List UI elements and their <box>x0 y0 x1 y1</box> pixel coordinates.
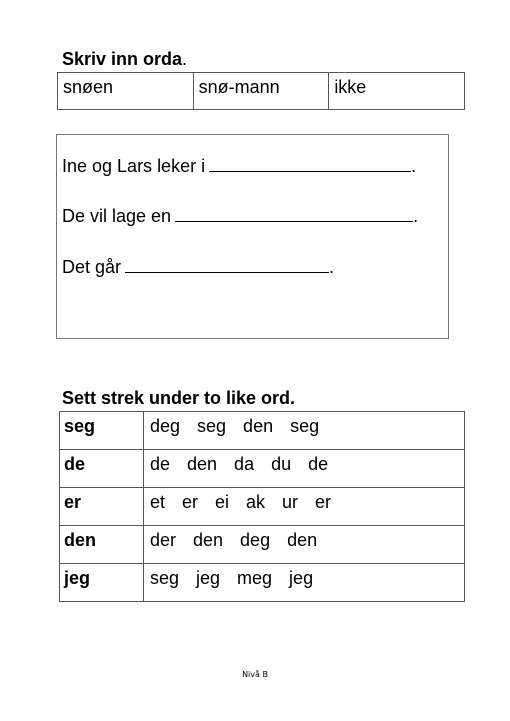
sentence-3 <box>62 256 334 278</box>
table-row <box>60 526 465 564</box>
section-heading-fill-in <box>62 49 187 70</box>
target-word: de <box>60 450 144 488</box>
answer-blank[interactable] <box>175 205 413 222</box>
sentence-end: . <box>329 257 335 277</box>
sentence-end: . <box>413 206 419 226</box>
target-word: jeg <box>60 564 144 602</box>
page-footer: Nivå B <box>242 670 268 679</box>
word-choices[interactable]: deg seg den seg <box>144 412 465 450</box>
word-bank-table <box>57 72 465 110</box>
target-word: den <box>60 526 144 564</box>
sentence-text: De vil lage en <box>62 206 172 226</box>
table-row <box>60 488 465 526</box>
word-choices[interactable]: der den deg den <box>144 526 465 564</box>
sentence-text: Det går <box>62 257 122 277</box>
target-word: seg <box>60 412 144 450</box>
word-bank-cell: snø-mann <box>193 73 329 110</box>
word-choices[interactable]: et er ei ak ur er <box>144 488 465 526</box>
word-choices[interactable]: seg jeg meg jeg <box>144 564 465 602</box>
sentence-text: Ine og Lars leker i <box>62 156 206 176</box>
word-pairs-table <box>59 411 465 602</box>
target-word: er <box>60 488 144 526</box>
word-bank-cell: snøen <box>58 73 194 110</box>
sentence-box <box>56 134 449 339</box>
word-bank-cell: ikke <box>329 73 465 110</box>
section-heading-underline: Sett strek under to like ord. <box>62 388 296 408</box>
sentence-1 <box>62 155 416 177</box>
sentence-end: . <box>411 156 417 176</box>
heading-text: Skriv inn orda <box>62 49 183 69</box>
answer-blank[interactable] <box>125 256 329 273</box>
table-row <box>60 412 465 450</box>
sentence-2 <box>62 205 418 227</box>
heading-period: . <box>182 49 188 69</box>
table-row <box>60 564 465 602</box>
answer-blank[interactable] <box>209 155 411 172</box>
table-row <box>60 450 465 488</box>
word-choices[interactable]: de den da du de <box>144 450 465 488</box>
